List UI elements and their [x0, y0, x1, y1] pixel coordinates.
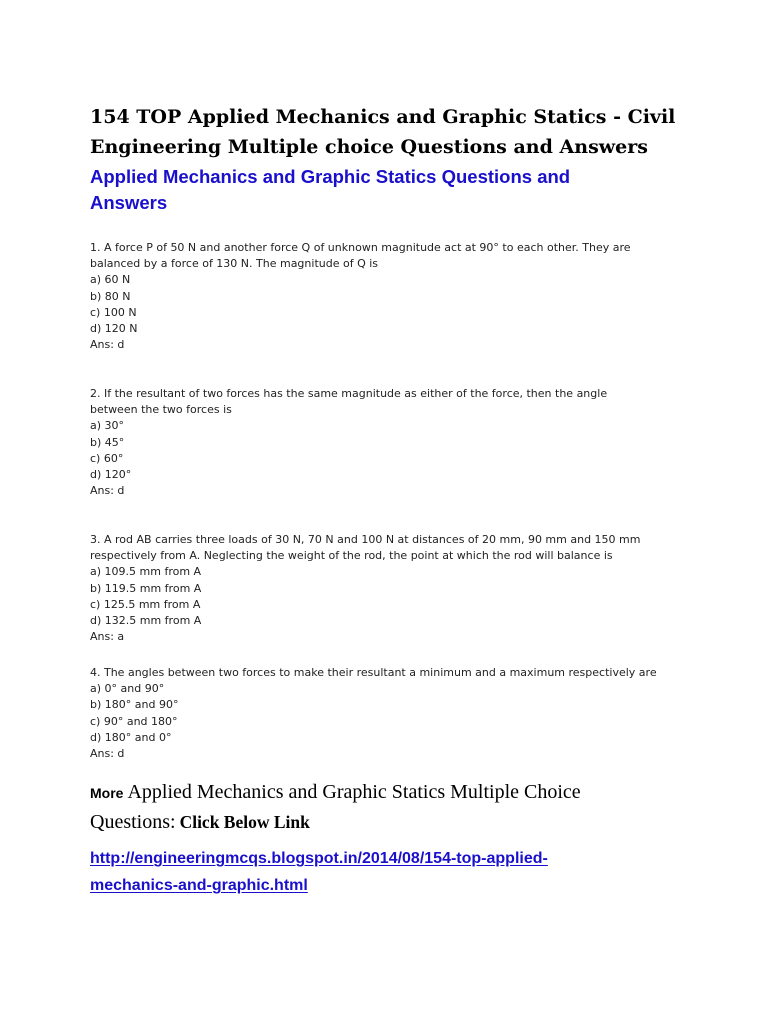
option-b: b) 180° and 90°: [90, 698, 179, 712]
option-d: d) 120°: [90, 468, 132, 482]
question-text-line-2: balanced by a force of 130 N. The magnitude of Q is: [90, 257, 379, 271]
option-a: a) 60 N: [90, 273, 131, 287]
question-text-line-2: between the two forces is: [90, 403, 232, 417]
option-a: a) 109.5 mm from A: [90, 565, 202, 579]
source-link-line-2[interactable]: mechanics-and-graphic.html: [90, 877, 308, 894]
option-d: d) 120 N: [90, 322, 138, 336]
option-d: d) 180° and 0°: [90, 730, 172, 744]
question-text-line-2: respectively from A. Neglecting the weight of the rod, the point at which the rod will balance is: [90, 549, 613, 563]
section-subtitle-line-2: Answers: [90, 192, 168, 213]
more-text-line-2: Questions:: [90, 811, 176, 833]
more-label: More: [90, 785, 124, 801]
option-a: a) 30°: [90, 419, 125, 433]
question-text-line-1: 2. If the resultant of two forces has the same magnitude as either of the force, then the angle: [90, 387, 608, 400]
question-4: [90, 665, 690, 762]
more-line-2: [90, 808, 690, 838]
question-1: [90, 240, 690, 353]
question-text-line-1: 4. The angles between two forces to make their resultant a minimum and a maximum respectively are: [90, 666, 657, 679]
option-c: c) 125.5 mm from A: [90, 597, 201, 611]
question-3: [90, 532, 690, 645]
option-b: b) 80 N: [90, 289, 131, 303]
more-questions-callout: [90, 778, 690, 838]
option-d: d) 132.5 mm from A: [90, 614, 202, 628]
page-title-line-2: Engineering Multiple choice Questions and Answers: [90, 136, 648, 158]
option-a: a) 0° and 90°: [90, 682, 165, 696]
option-c: c) 60°: [90, 451, 124, 465]
section-subtitle-line-1: Applied Mechanics and Graphic Statics Questions and: [90, 166, 571, 187]
document-page: [90, 102, 690, 894]
click-below-link-label: Click Below Link: [179, 812, 310, 832]
page-title-line-1: 154 TOP Applied Mechanics and Graphic Statics - Civil: [90, 106, 676, 128]
source-link-line-1[interactable]: http://engineeringmcqs.blogspot.in/2014/08/154-top-applied-: [90, 850, 548, 867]
answer: Ans: d: [90, 338, 125, 352]
answer: Ans: d: [90, 747, 125, 761]
page-title: [90, 102, 690, 162]
option-c: c) 100 N: [90, 305, 137, 319]
option-b: b) 119.5 mm from A: [90, 581, 202, 595]
answer: Ans: a: [90, 630, 125, 644]
more-line-1: [90, 778, 690, 808]
source-link[interactable]: [90, 845, 690, 899]
option-b: b) 45°: [90, 435, 125, 449]
question-text-line-1: 1. A force P of 50 N and another force Q of unknown magnitude act at 90° to each other. They are: [90, 241, 631, 254]
more-text-line-1: Applied Mechanics and Graphic Statics Multiple Choice: [127, 781, 581, 803]
section-subtitle: [90, 164, 690, 216]
answer: Ans: d: [90, 484, 125, 498]
option-c: c) 90° and 180°: [90, 714, 178, 728]
question-2: [90, 386, 690, 499]
question-text-line-1: 3. A rod AB carries three loads of 30 N, 70 N and 100 N at distances of 20 mm, 90 mm and 150 mm: [90, 533, 641, 546]
